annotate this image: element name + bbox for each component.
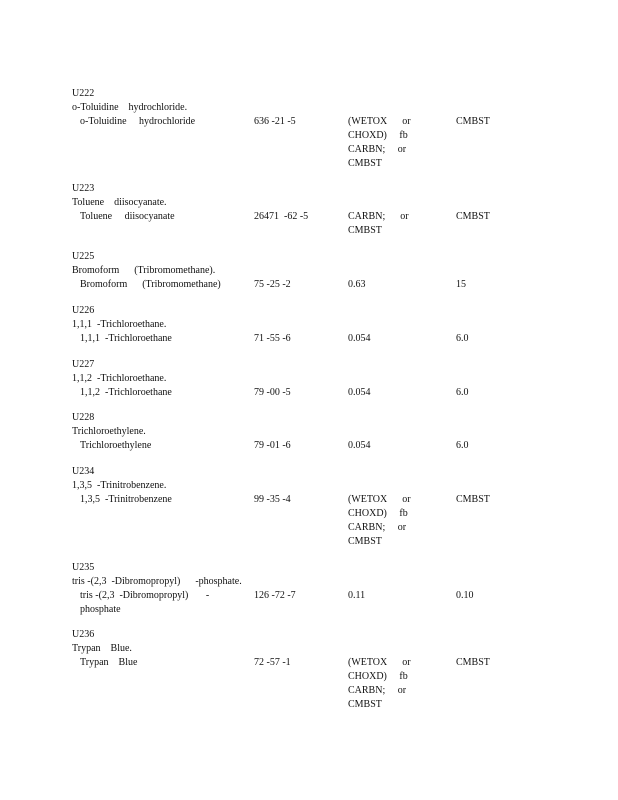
waste-name: 1,1,2 -Trichloroethane. <box>72 373 167 384</box>
waste-code: U225 <box>72 251 95 262</box>
constituent-name: Trypan Blue <box>80 657 138 668</box>
wastewater-standard: (WETOX or <box>348 116 411 127</box>
constituent-name: 1,3,5 -Trinitrobenzene <box>80 494 172 505</box>
wastewater-standard: (WETOX or <box>348 494 411 505</box>
nonwastewater-standard: CMBST <box>456 657 490 668</box>
cas-number: 99 -35 -4 <box>254 494 291 505</box>
wastewater-standard: CARBN; or <box>348 144 407 155</box>
cas-number: 126 -72 -7 <box>254 590 296 601</box>
constituent-name: Trichloroethylene <box>80 440 152 451</box>
constituent-name: 1,1,1 -Trichloroethane <box>80 333 172 344</box>
waste-name: 1,3,5 -Trinitrobenzene. <box>72 480 167 491</box>
wastewater-standard: CARBN; or <box>348 522 407 533</box>
cas-number: 75 -25 -2 <box>254 279 291 290</box>
wastewater-standard: 0.054 <box>348 387 371 398</box>
wastewater-standard: CARBN; or <box>348 685 407 696</box>
waste-code: U234 <box>72 466 95 477</box>
nonwastewater-standard: CMBST <box>456 211 490 222</box>
waste-name: o-Toluidine hydrochloride. <box>72 102 188 113</box>
constituent-name: 1,1,2 -Trichloroethane <box>80 387 172 398</box>
wastewater-standard: CMBST <box>348 158 382 169</box>
waste-name: Toluene diisocyanate. <box>72 197 167 208</box>
wastewater-standard: (WETOX or <box>348 657 411 668</box>
cas-number: 26471 -62 -5 <box>254 211 309 222</box>
waste-code: U228 <box>72 412 95 423</box>
constituent-name: Bromoform (Tribromomethane) <box>80 279 221 290</box>
waste-code: U227 <box>72 359 95 370</box>
cas-number: 79 -01 -6 <box>254 440 291 451</box>
waste-name: 1,1,1 -Trichloroethane. <box>72 319 167 330</box>
wastewater-standard: CHOXD) fb <box>348 130 408 141</box>
waste-code: U223 <box>72 183 95 194</box>
nonwastewater-standard: CMBST <box>456 494 490 505</box>
wastewater-standard: CMBST <box>348 699 382 710</box>
constituent-name-continued: phosphate <box>80 604 121 615</box>
nonwastewater-standard: 6.0 <box>456 440 469 451</box>
cas-number: 636 -21 -5 <box>254 116 296 127</box>
constituent-name: Toluene diisocyanate <box>80 211 175 222</box>
constituent-name: tris -(2,3 -Dibromopropyl) - <box>80 590 210 601</box>
wastewater-standard: CMBST <box>348 536 382 547</box>
waste-code: U222 <box>72 88 95 99</box>
nonwastewater-standard: 15 <box>456 279 466 290</box>
wastewater-standard: 0.054 <box>348 440 371 451</box>
wastewater-standard: CARBN; or <box>348 211 409 222</box>
cas-number: 72 -57 -1 <box>254 657 291 668</box>
waste-code: U235 <box>72 562 95 573</box>
waste-code: U236 <box>72 629 95 640</box>
constituent-name: o-Toluidine hydrochloride <box>80 116 196 127</box>
wastewater-standard: 0.63 <box>348 279 366 290</box>
nonwastewater-standard: 6.0 <box>456 387 469 398</box>
waste-name: tris -(2,3 -Dibromopropyl) -phosphate. <box>72 576 242 587</box>
wastewater-standard: 0.11 <box>348 590 366 601</box>
nonwastewater-standard: 6.0 <box>456 333 469 344</box>
waste-code: U226 <box>72 305 95 316</box>
wastewater-standard: CHOXD) fb <box>348 671 408 682</box>
waste-name: Trypan Blue. <box>72 643 132 654</box>
wastewater-standard: CHOXD) fb <box>348 508 408 519</box>
waste-name: Bromoform (Tribromomethane). <box>72 265 216 276</box>
nonwastewater-standard: 0.10 <box>456 590 474 601</box>
cas-number: 79 -00 -5 <box>254 387 291 398</box>
nonwastewater-standard: CMBST <box>456 116 490 127</box>
waste-name: Trichloroethylene. <box>72 426 146 437</box>
cas-number: 71 -55 -6 <box>254 333 291 344</box>
wastewater-standard: 0.054 <box>348 333 371 344</box>
wastewater-standard: CMBST <box>348 225 382 236</box>
